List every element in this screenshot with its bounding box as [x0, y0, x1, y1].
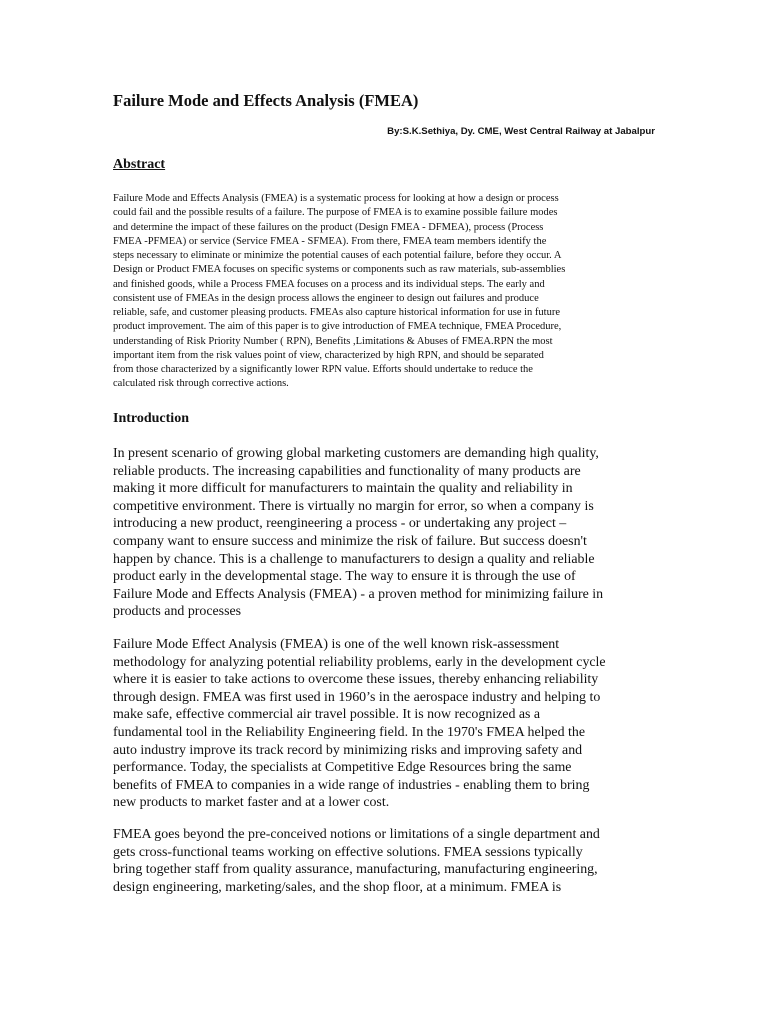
abstract-line: understanding of Risk Priority Number ( RPN), Benefits ,Limitations & Abuses of FMEA.RPN the most [113, 335, 553, 347]
introduction-paragraph [113, 636, 661, 812]
paragraph-line: methodology for analyzing potential reliability problems, early in the development cycle [113, 654, 606, 670]
abstract-line: FMEA -PFMEA) or service (Service FMEA - SFMEA). From there, FMEA team members identify the [113, 235, 547, 247]
introduction-paragraph [113, 826, 661, 896]
abstract-line: could fail and the possible results of a failure. The purpose of FMEA is to examine possible failure modes [113, 207, 558, 219]
abstract-paragraph [113, 192, 661, 392]
paragraph-line: make safe, effective commercial air travel possible. It is now recognized as a [113, 707, 541, 723]
abstract-heading: Abstract [113, 157, 166, 172]
abstract-line: and finished goods, while a Process FMEA focuses on a process and its individual steps. The early and [113, 278, 545, 290]
paragraph-line: In present scenario of growing global marketing customers are demanding high quality, [113, 446, 599, 461]
paragraph-line: design engineering, marketing/sales, and the shop floor, at a minimum. FMEA is [113, 879, 562, 895]
paragraph-line: introducing a new product, reengineering a process - or undertaking any project – [113, 516, 567, 532]
paragraph-line: Failure Mode and Effects Analysis (FMEA) - a proven method for minimizing failure in [113, 586, 604, 602]
paragraph-line: auto industry improve its track record by minimizing risks and improving safety and [113, 742, 583, 758]
paragraph-line: where it is easier to take actions to overcome these issues, thereby enhancing reliability [113, 672, 599, 688]
paragraph-line: bring together staff from quality assurance, manufacturing, manufacturing engineering, [113, 862, 598, 878]
paragraph-line: gets cross-functional teams working on effective solutions. FMEA sessions typically [113, 844, 583, 860]
paragraph-line: performance. Today, the specialists at Competitive Edge Resources bring the same [113, 760, 572, 776]
introduction-paragraph [113, 445, 661, 621]
paragraph-line: reliable products. The increasing capabilities and functionality of many products are [113, 463, 581, 479]
abstract-line: product improvement. The aim of this paper is to give introduction of FMEA technique, FMEA Procedure, [113, 321, 562, 333]
paragraph-line: benefits of FMEA to companies in a wide range of industries - enabling them to bring [113, 777, 590, 793]
paragraph-line: through design. FMEA was first used in 1960’s in the aerospace industry and helping to [113, 689, 601, 705]
abstract-line: Failure Mode and Effects Analysis (FMEA) is a systematic process for looking at how a design or process [113, 193, 559, 204]
introduction-heading: Introduction [113, 411, 189, 426]
abstract-line: reliable, safe, and customer pleasing products. FMEAs also capture historical information for use in future [113, 307, 560, 318]
paragraph-line: product early in the developmental stage. The way to ensure it is through the use of [113, 569, 576, 585]
paragraph-line: FMEA goes beyond the pre-conceived notions or limitations of a single department and [113, 827, 600, 842]
paragraph-line: Failure Mode Effect Analysis (FMEA) is one of the well known risk-assessment [113, 637, 560, 652]
abstract-line: consistent use of FMEAs in the design process allows the engineer to design out failures and produce [113, 292, 539, 304]
paragraph-line: new products to market faster and at a lower cost. [113, 795, 390, 811]
abstract-line: important item from the risk values point of view, characterized by high RPN, and should be separated [113, 349, 544, 361]
author-byline: By:S.K.Sethiya, Dy. CME, West Central Railway at Jabalpur [387, 126, 655, 137]
abstract-line: and determine the impact of these failures on the product (Design FMEA - DFMEA), process (Process [113, 221, 544, 233]
abstract-line: Design or Product FMEA focuses on specific systems or components such as raw materials, sub-assemblies [113, 264, 566, 276]
paragraph-line: competitive environment. There is virtually no margin for error, so when a company is [113, 498, 594, 514]
document-title: Failure Mode and Effects Analysis (FMEA) [113, 91, 419, 110]
paragraph-line: company want to ensure success and minimize the risk of failure. But success doesn't [113, 533, 587, 549]
paragraph-line: fundamental tool in the Reliability Engineering field. In the 1970's FMEA helped the [113, 724, 585, 740]
abstract-line: steps necessary to eliminate or minimize the potential causes of each potential failure, before they occur. A [113, 250, 562, 261]
paragraph-line: making it more difficult for manufacturers to maintain the quality and reliability in [113, 481, 573, 497]
abstract-line: calculated risk through corrective actions. [113, 378, 289, 390]
paragraph-line: happen by chance. This is a challenge to manufacturers to design a quality and reliable [113, 551, 595, 567]
abstract-line: from those characterized by a significantly lower RPN value. Efforts should undertake to reduce the [113, 364, 533, 375]
paragraph-line: products and processes [113, 604, 242, 620]
